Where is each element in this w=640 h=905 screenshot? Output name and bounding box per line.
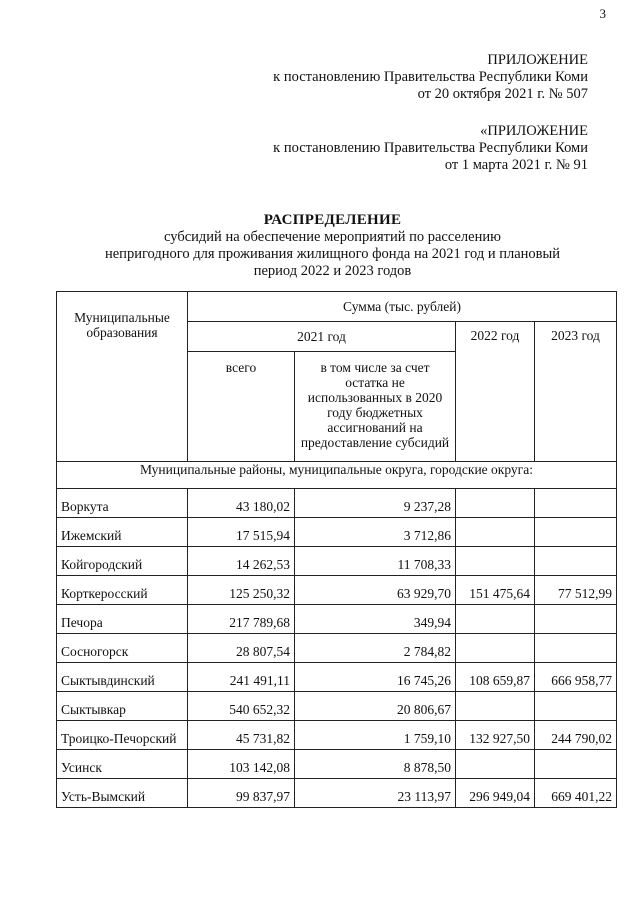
municipality-name: Койгородский [57, 547, 188, 576]
total-2021: 217 789,68 [188, 605, 295, 634]
amount-2022: 132 927,50 [456, 721, 535, 750]
amount-2022 [456, 489, 535, 518]
municipality-name: Корткеросский [57, 576, 188, 605]
amount-2023: 669 401,22 [535, 779, 617, 808]
annex-original-line1: к постановлению Правительства Республики Коми [273, 140, 588, 156]
municipality-name: Сыктывдинский [57, 663, 188, 692]
header-municipality: Муниципальные образования [57, 292, 188, 462]
remainder-2021: 11 708,33 [295, 547, 456, 576]
amount-2023: 244 790,02 [535, 721, 617, 750]
total-2021: 125 250,32 [188, 576, 295, 605]
annex-original [273, 123, 588, 174]
section-heading: Муниципальные районы, муниципальные округа, городские округа: [57, 462, 617, 489]
annex-current-line1: к постановлению Правительства Республики Коми [273, 69, 588, 85]
distribution-table [56, 291, 617, 808]
remainder-2021: 8 878,50 [295, 750, 456, 779]
table-row [57, 721, 617, 750]
municipality-name: Усинск [57, 750, 188, 779]
table-row [57, 489, 617, 518]
municipality-name: Ижемский [57, 518, 188, 547]
total-2021: 17 515,94 [188, 518, 295, 547]
amount-2022: 296 949,04 [456, 779, 535, 808]
annex-original-line2: от 1 марта 2021 г. № 91 [444, 157, 588, 173]
amount-2022 [456, 605, 535, 634]
municipality-name: Сосногорск [57, 634, 188, 663]
amount-2022: 108 659,87 [456, 663, 535, 692]
remainder-2021: 2 784,82 [295, 634, 456, 663]
amount-2022 [456, 692, 535, 721]
remainder-2021: 9 237,28 [295, 489, 456, 518]
total-2021: 28 807,54 [188, 634, 295, 663]
amount-2022 [456, 634, 535, 663]
amount-2023: 77 512,99 [535, 576, 617, 605]
annex-current [273, 52, 588, 103]
municipality-name: Сыктывкар [57, 692, 188, 721]
table-row [57, 518, 617, 547]
amount-2022 [456, 750, 535, 779]
total-2021: 540 652,32 [188, 692, 295, 721]
amount-2022 [456, 547, 535, 576]
amount-2023 [535, 692, 617, 721]
table-row [57, 663, 617, 692]
page-number: 3 [599, 6, 606, 21]
total-2021: 14 262,53 [188, 547, 295, 576]
municipality-name: Усть-Вымский [57, 779, 188, 808]
remainder-2021: 1 759,10 [295, 721, 456, 750]
amount-2023 [535, 634, 617, 663]
annex-current-line2: от 20 октября 2021 г. № 507 [417, 86, 588, 102]
municipality-name: Троицко-Печорский [57, 721, 188, 750]
total-2021: 99 837,97 [188, 779, 295, 808]
remainder-2021: 23 113,97 [295, 779, 456, 808]
remainder-2021: 349,94 [295, 605, 456, 634]
remainder-2021: 20 806,67 [295, 692, 456, 721]
total-2021: 103 142,08 [188, 750, 295, 779]
table-row [57, 750, 617, 779]
municipality-name: Воркута [57, 489, 188, 518]
header-2022: 2022 год [456, 322, 535, 462]
remainder-2021: 63 929,70 [295, 576, 456, 605]
heading-line1: субсидий на обеспечение мероприятий по расселению [164, 229, 501, 245]
table-row [57, 692, 617, 721]
remainder-2021: 16 745,26 [295, 663, 456, 692]
amount-2023: 666 958,77 [535, 663, 617, 692]
heading-line3: период 2022 и 2023 годов [253, 263, 412, 279]
table-row [57, 605, 617, 634]
annex-current-title: ПРИЛОЖЕНИЕ [487, 52, 588, 68]
remainder-2021: 3 712,86 [295, 518, 456, 547]
amount-2023 [535, 605, 617, 634]
amount-2023 [535, 547, 617, 576]
amount-2023 [535, 750, 617, 779]
total-2021: 45 731,82 [188, 721, 295, 750]
total-2021: 43 180,02 [188, 489, 295, 518]
document-heading [60, 212, 605, 280]
document-title: РАСПРЕДЕЛЕНИЕ [263, 212, 402, 228]
annex-original-title: «ПРИЛОЖЕНИЕ [480, 123, 588, 139]
header-remainder: в том числе за счет остатка не использованных в 2020 году бюджетных ассигнований на предоставление субсидий [295, 352, 456, 462]
table-row [57, 779, 617, 808]
amount-2023 [535, 518, 617, 547]
table-row [57, 634, 617, 663]
header-2021: 2021 год [188, 322, 456, 352]
header-sum: Сумма (тыс. рублей) [188, 292, 617, 322]
heading-line2: непригодного для проживания жилищного фонда на 2021 год и плановый [104, 246, 560, 262]
amount-2022: 151 475,64 [456, 576, 535, 605]
header-total: всего [188, 352, 295, 462]
table-row [57, 547, 617, 576]
table-row [57, 576, 617, 605]
amount-2022 [456, 518, 535, 547]
amount-2023 [535, 489, 617, 518]
table-body [57, 292, 617, 808]
total-2021: 241 491,11 [188, 663, 295, 692]
header-2023: 2023 год [535, 322, 617, 462]
municipality-name: Печора [57, 605, 188, 634]
